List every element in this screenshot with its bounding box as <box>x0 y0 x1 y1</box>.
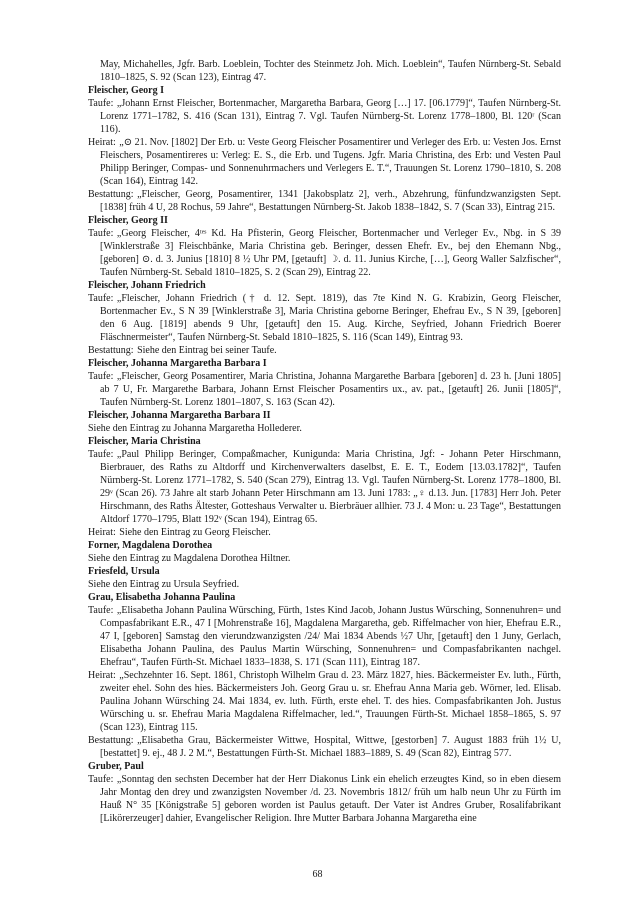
continuation-paragraph: May, Michahelles, Jgfr. Barb. Loeblein, Tochter des Steinmetz Joh. Mich. Loeblein“, Taufen Nürnberg-St. Sebald 1810–1825, S. 92 (Scan 123), Eintrag 47. <box>100 59 561 83</box>
see-reference: Siehe den Eintrag zu Magdalena Dorothea Hiltner. <box>88 553 291 564</box>
record-text: „Fleischer, Johann Friedrich († d. 12. Sept. 1819), das 7te Kind N. G. Krabizin, Georg Fleischer, Bortenmacher Ev., S N 39 [Winklerstraße 3], Maria Christina geborne Beringer, Ehefrau Ev., S N 39, [geboren] den 6 Aug. [1819] abends 9 Uhr, [getauft] den 15. Aug. Kirche, Seyfried, Johann Friedrich Boerer Fläschnermeister“, Taufen Nürnberg-St. Sebald 1810–1825, S. 116 (Scan 149), Eintrag 93. <box>100 293 561 343</box>
record-heirat <box>88 669 561 734</box>
entry-heading: Fleischer, Georg I <box>88 85 165 96</box>
record-taufe <box>88 97 561 136</box>
record-taufe <box>88 604 561 669</box>
record-label: Heirat: <box>88 670 116 681</box>
record-text: „Fleischer, Georg, Posamentirer, 1341 [Jakobsplatz 2], verh., Abzehrung, fünfundzwanzigsten Sept. [1838] früh 4 U, 28 Rochus, 59 Jahre“, Bestattungen Nürnberg-St. Jakob 1838–1842, S. 7 (Scan 33), Eintrag 215. <box>100 189 561 213</box>
record-bestattung <box>88 344 561 357</box>
record-text: „Paul Philipp Beringer, Compaßmacher, Kunigunda: Maria Christina, Jgf: - Johann Peter Hirschmann, Bierbrauer, des Raths zu Altdorff und Kirchenverwalters daselbst, E. E. T., Eodem [13.03.1782]“, Taufen Nürnberg-St. Lorenz 1771–1782, S. 540 (Scan 279), Eintrag 13. Vgl. Taufen Nürnberg-St. Lorenz 1778–1800, Bl. 29ᵛ (Scan 26). 73 Jahre alt starb Johann Peter Hirschmann am 13. Juni 1783: „♀ d.13. Jun. [1783] Herr Joh. Peter Hirschmann, des Raths Ältester, Gotteshaus Verwalter u. Bierbräuer allhier. 73 J. 4 Mon: u. 23 Tage“, Bestattungen Altdorf 1770–1795, Blatt 192ᵛ (Scan 194), Eintrag 65. <box>100 449 561 525</box>
record-bestattung <box>88 734 561 760</box>
record-label: Heirat: <box>88 527 116 538</box>
record-taufe <box>88 370 561 409</box>
record-text: „Elisabetha Grau, Bäckermeister Wittwe, Hospital, Wittwe, [gestorben] 7. August 1883 früh 1½ U, [bestattet] 9. ej., 48 J. 2 M.“, Bestattungen Fürth-St. Michael 1883–1889, S. 49 (Scan 82), Eintrag 577. <box>100 735 561 759</box>
record-label: Taufe: <box>88 371 114 382</box>
record-label: Taufe: <box>88 228 114 239</box>
record-taufe <box>88 448 561 526</box>
record-taufe <box>88 227 561 279</box>
record-text: „Fleischer, Georg Posamentirer, Maria Christina, Johanna Margarethe Barbara [geboren] d. 23 h. [Juni 1805] ab 7 U, Fr. Margarethe Barbara, Johann Ernst Fleischer Posamentirs ux., av. pat., [getauft] 26. Junii [1805]“, Taufen Nürnberg-St. Lorenz 1801–1807, S. 163 (Scan 42). <box>100 371 561 408</box>
entry-heading: Fleischer, Georg II <box>88 215 168 226</box>
record-taufe <box>88 292 561 344</box>
record-text: „⊙ 21. Nov. [1802] Der Erb. u: Veste Georg Fleischer Posamentirer und Verleger des Erb. u: Vesten Jos. Ernst Fleischers, Posamentireres u: Verleg: E. S., die Erb. und Tugens. Jgfr. Maria Christina, des Erb: und Vesten Paul Philipp Beringer, Compas- und Sonnenuhrmachers und Verlegers E. T.“, Trauungen St. Lorenz 1790–1810, S. 208 (Scan 164), Eintrag 142. <box>100 137 561 187</box>
record-label: Bestattung: <box>88 189 134 200</box>
record-text: Siehe den Eintrag bei seiner Taufe. <box>137 345 277 356</box>
entry-heading: Friesfeld, Ursula <box>88 566 160 577</box>
entry-heading: Fleischer, Johanna Margaretha Barbara II <box>88 410 271 421</box>
record-label: Taufe: <box>88 774 114 785</box>
record-label: Bestattung: <box>88 345 134 356</box>
record-label: Taufe: <box>88 605 114 616</box>
page-number: 68 <box>312 869 323 880</box>
record-text: „Johann Ernst Fleischer, Bortenmacher, Margaretha Barbara, Georg […] 17. [06.1779]“, Taufen Nürnberg-St. Lorenz 1771–1782, S. 416 (Scan 131), Eintrag 7. Vgl. Taufen Nürnberg-St. Lorenz 1778–1800, Bl. 120ʳ (Scan 116). <box>100 98 561 135</box>
entry-heading: Fleischer, Johann Friedrich <box>88 280 206 291</box>
record-heirat <box>88 526 561 539</box>
see-reference: Siehe den Eintrag zu Johanna Margaretha Hollederer. <box>88 423 302 434</box>
record-text: Siehe den Eintrag zu Georg Fleischer. <box>119 527 271 538</box>
record-bestattung <box>88 188 561 214</box>
record-label: Bestattung: <box>88 735 134 746</box>
entry-heading: Fleischer, Maria Christina <box>88 436 201 447</box>
record-taufe <box>88 773 561 825</box>
record-label: Taufe: <box>88 98 114 109</box>
record-label: Taufe: <box>88 293 114 304</box>
record-text: „Elisabetha Johann Paulina Würsching, Fürth, 1stes Kind Jacob, Johann Justus Würsching, Sonnenuhren= und Compasfabrikant E.R., 47 I [Mohrenstraße 16], Magdalena Margaretha, geb. Riffelmacher von hier, Ehefrau E.R., 47 I, [geboren] Samstag den vierundzwanzigsten /24/ Mai 1834 Abends ½7 Uhr, [getauft] den 1 Juny, Gerlach, Elisabetha Johann Paulina, des Paulus Martin Würsching, Sonnenuhren= und Compasfabrikanten nachgel. Ehefrau“, Taufen Fürth-St. Michael 1833–1838, S. 171 (Scan 111), Eintrag 187. <box>100 605 561 668</box>
record-label: Taufe: <box>88 449 114 460</box>
record-text: „Sechzehnter 16. Sept. 1861, Christoph Wilhelm Grau d. 23. März 1827, hies. Bäckermeister Ev. luth., Fürth, zweiter ehel. Sohn des hies. Bäckermeisters Joh. Georg Grau u. sr. Ehefrau Anna Maria geb. Wörner, led. Elisab. Paulina Johann Würsching 24. Mai 1834, ev. luth. Fürth, erste ehel. T. des hies. Compasfabrikanten Joh. Justus Würsching u. sr. Ehefrau Maria Magdalena Riffelmacher, led.“, Trauungen Fürth-St. Michael 1858–1865, S. 97 (Scan 123), Eintrag 115. <box>100 670 561 733</box>
record-heirat <box>88 136 561 188</box>
see-reference: Siehe den Eintrag zu Ursula Seyfried. <box>88 579 240 590</box>
entry-heading: Grau, Elisabetha Johanna Paulina <box>88 592 236 603</box>
entry-heading: Fleischer, Johanna Margaretha Barbara I <box>88 358 267 369</box>
text-body <box>88 58 561 825</box>
record-label: Heirat: <box>88 137 116 148</box>
entry-heading: Forner, Magdalena Dorothea <box>88 540 213 551</box>
entry-heading: Gruber, Paul <box>88 761 144 772</box>
record-text: „Sonntag den sechsten December hat der Herr Diakonus Link ein ehelich erzeugtes Kind, so in eben diesem Jahr Montag den drey und zwanzigsten November /d. 23. Novembris 1812/ früh um halb neun Uhr zu Fürth im Hauß N° 35 [Königstraße 5] geboren worden ist Paulus getauft. Der Vater ist Andres Gruber, Rosalifabrikant [Likörerzeuger] dahier, Evangelischer Religion. Ihre Mutter Barbara Johanna Margaretha eine <box>100 774 561 824</box>
record-text: „Georg Fleischer, 4ᵗᵉˢ Kd. Ha Pfisterin, Georg Fleischer, Bortenmacher und Verleger Ev., Nbg. in S 39 [Winklerstraße 3] Fleischbänke, Maria Christina geb. Beringer, dessen Ehefr. Ev., bej den Ehemann Nbg., [geboren] ⊙. d. 3. Junius [1810] 8 ½ Uhr PM, [getauft] ☽. d. 11. Junius Kirche, […], Georg Waller Salzfischer“, Taufen Nürnberg-St. Sebald 1810–1825, S. 2 (Scan 29), Eintrag 22. <box>100 228 561 278</box>
